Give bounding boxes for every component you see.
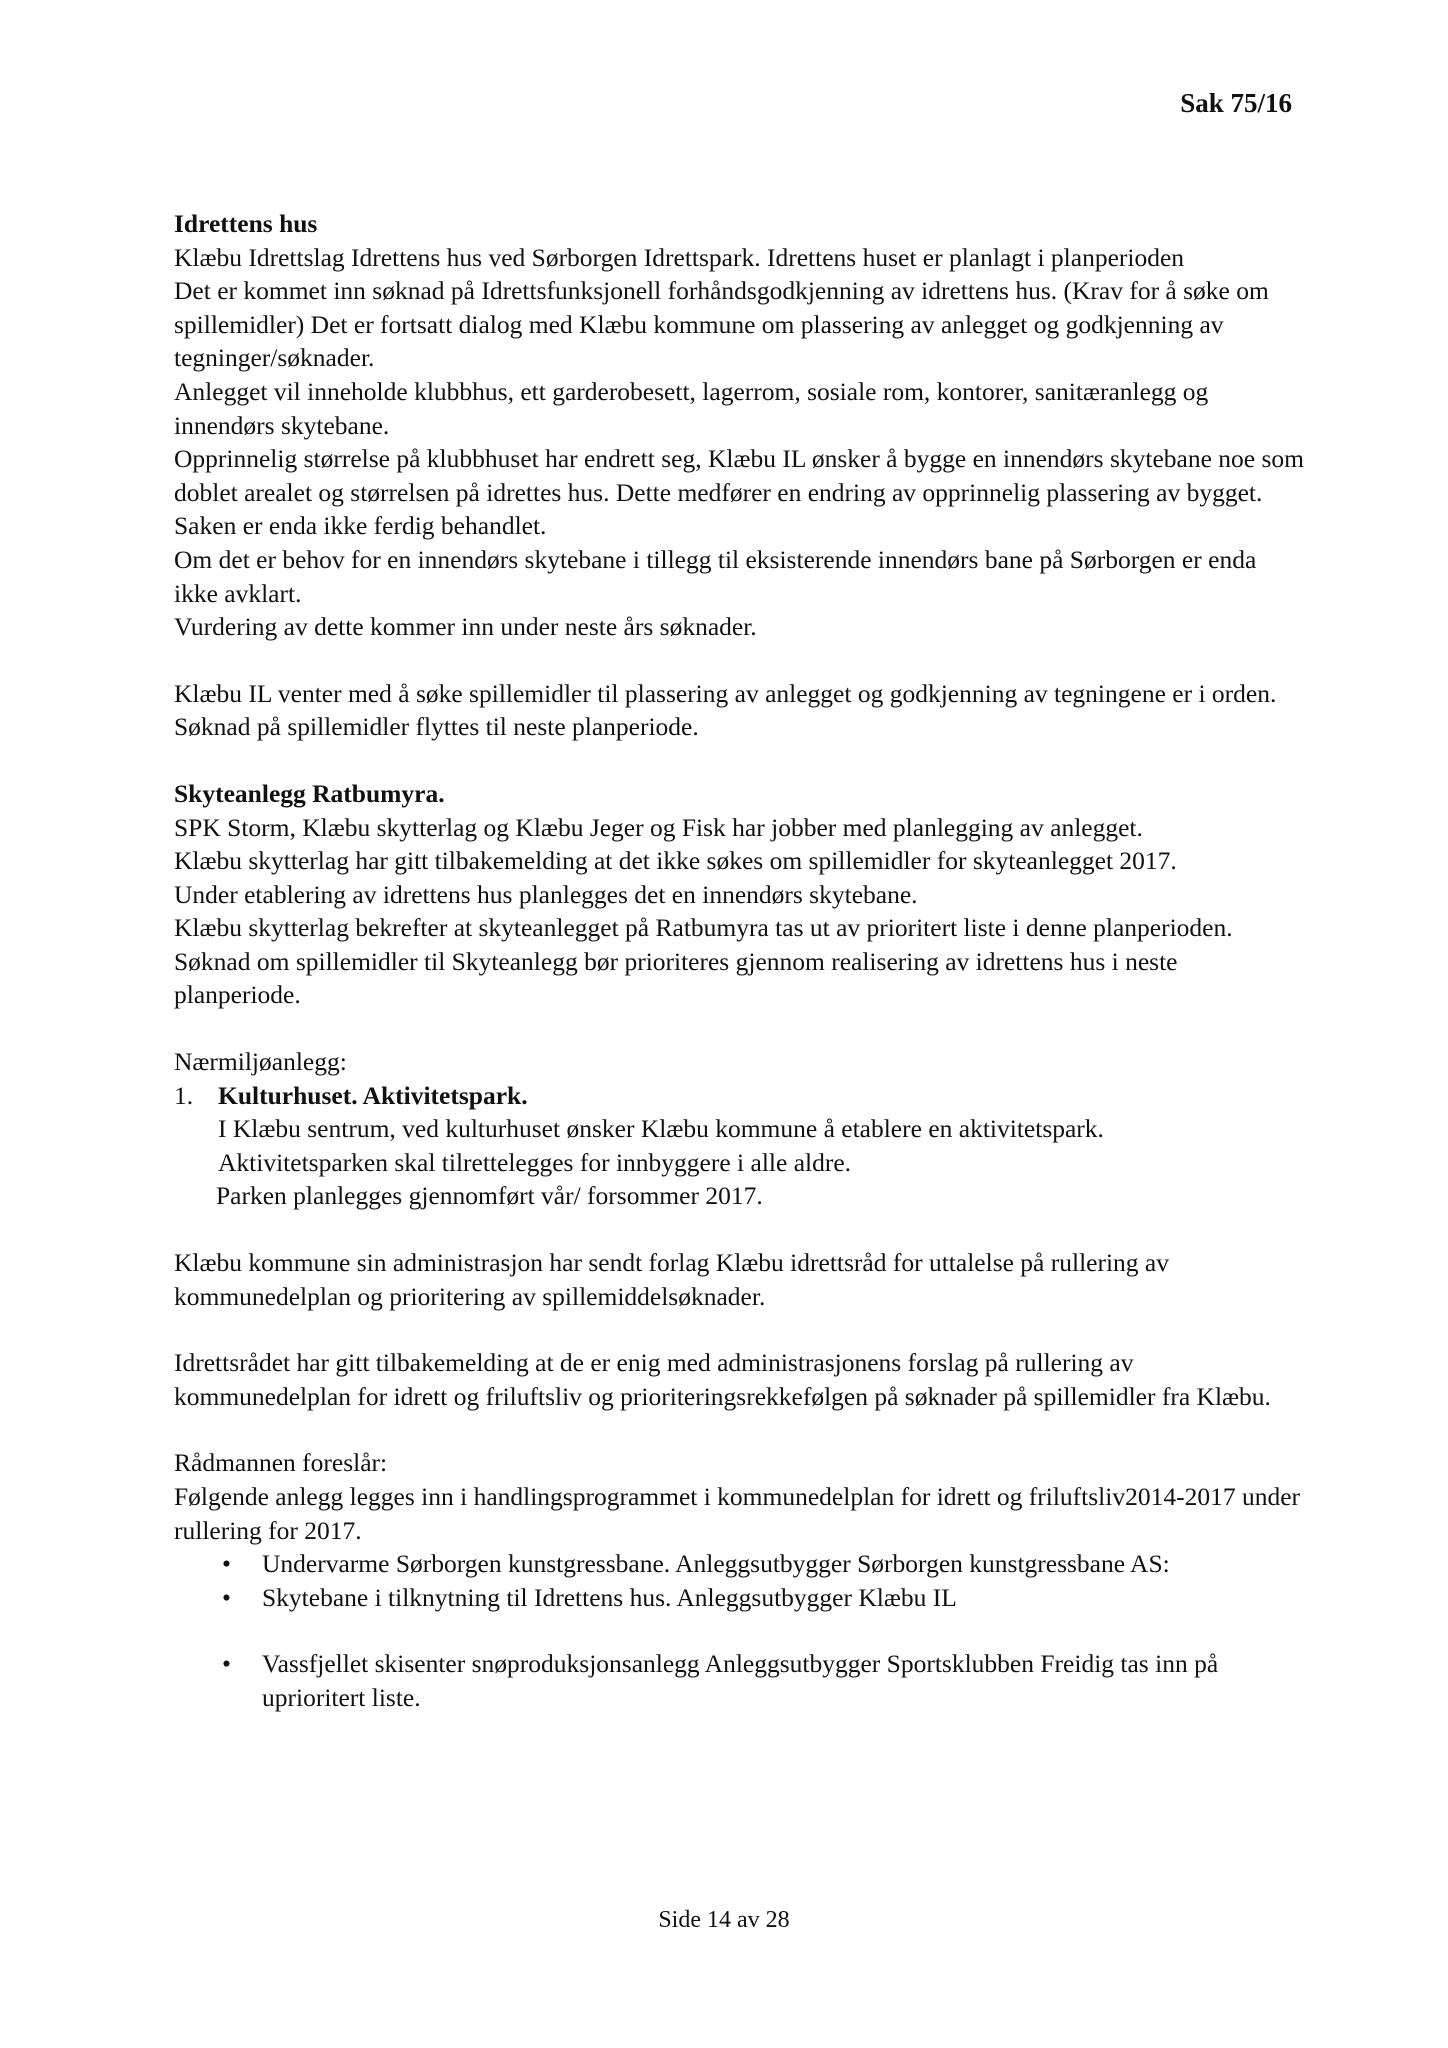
paragraph-intro: Følgende anlegg legges inn i handlingsprogrammet i kommunedelplan for idrett og friluftsliv2014-2017 under rullering for 2017.	[174, 1482, 1301, 1545]
paragraph: Klæbu Idrettslag Idrettens hus ved Sørborgen Idrettspark. Idrettens huset er planlagt i planperioden	[174, 242, 1185, 272]
list-item-text: Undervarme Sørborgen kunstgressbane. Anleggsutbygger Sørborgen kunstgressbane AS:	[262, 1549, 1170, 1579]
paragraph: Klæbu IL venter med å søke spillemidler til plassering av anlegget og godkjenning av tegningene er i orden. Søknad på spillemidler flyttes til neste planperiode.	[174, 678, 1277, 742]
paragraph: SPK Storm, Klæbu skytterlag og Klæbu Jeger og Fisk har jobber med planlegging av anlegget.	[174, 812, 1143, 842]
numbered-item-body	[174, 1112, 1304, 1213]
paragraph: Opprinnelig størrelse på klubbhuset har endrett seg, Klæbu IL ønsker å bygge en innendørs skytebane noe som doblet arealet og størrelsen på idrettes hus. Dette medfører en endring av opprinnelig plassering av bygget. Saken er enda ikke ferdig behandlet.	[174, 444, 1304, 541]
bullet-list	[174, 1547, 1304, 1714]
spacer	[174, 1012, 1304, 1045]
numbered-item	[174, 1079, 1304, 1113]
list-item	[174, 1547, 1304, 1581]
paragraph: Om det er behov for en innendørs skytebane i tillegg til eksisterende innendørs bane på Sørborgen er enda ikke avklart.	[174, 544, 1257, 608]
item-number: 1.	[174, 1080, 194, 1110]
list-item	[174, 1581, 1304, 1615]
paragraph-idrettsradet: Idrettsrådet har gitt tilbakemelding at de er enig med administrasjonens forslag på rullering av kommunedelplan for idrett og friluftsliv og prioriteringsrekkefølgen på søknader på spillemidler fra Klæbu.	[174, 1348, 1271, 1411]
spacer	[174, 1313, 1304, 1346]
paragraph: Anlegget vil inneholde klubbhus, ett garderobesett, lagerrom, sosiale rom, kontorer, sanitæranlegg og innendørs skytebane.	[174, 376, 1209, 440]
document-body	[174, 207, 1304, 1715]
list-item-text: Skytebane i tilknytning til Idrettens hus. Anleggsutbygger Klæbu IL	[262, 1582, 957, 1612]
item-title: Kulturhuset. Aktivitetspark.	[218, 1080, 528, 1110]
paragraph: Klæbu skytterlag har gitt tilbakemelding at det ikke søkes om spillemidler for skyteanlegget 2017.	[174, 846, 1177, 876]
item-line: I Klæbu sentrum, ved kulturhuset ønsker Klæbu kommune å etablere en aktivitetspark.	[218, 1114, 1104, 1144]
item-line: Parken planlegges gjennomført vår/ forsommer 2017.	[216, 1181, 763, 1211]
bullet-icon: •	[222, 1582, 231, 1612]
item-line: Aktivitetsparken skal tilrettelegges for innbyggere i alle aldre.	[218, 1147, 852, 1177]
list-item	[174, 1647, 1304, 1714]
spacer	[174, 744, 1304, 777]
paragraph: Vurdering av dette kommer inn under neste års søknader.	[174, 612, 757, 642]
spacer	[174, 644, 1304, 677]
heading-skyteanlegg: Skyteanlegg Ratbumyra.	[174, 778, 445, 808]
paragraph: Klæbu skytterlag bekrefter at skyteanlegget på Ratbumyra tas ut av prioritert liste i denne planperioden.	[174, 913, 1233, 943]
label-radmannen: Rådmannen foreslår:	[174, 1448, 388, 1478]
paragraph: Det er kommet inn søknad på Idrettsfunksjonell forhåndsgodkjenning av idrettens hus. (Krav for å søke om spillemidler) Det er fortsatt dialog med Klæbu kommune om plassering av anlegget og godkjenning av tegninger/søknader.	[174, 276, 1269, 373]
list-item-text: Vassfjellet skisenter snøproduksjonsanlegg Anleggsutbygger Sportsklubben Freidig tas inn på uprioritert liste.	[262, 1649, 1219, 1712]
bullet-icon: •	[222, 1549, 231, 1579]
heading-idrettens-hus: Idrettens hus	[174, 209, 318, 238]
spacer	[174, 1213, 1304, 1246]
bullet-icon: •	[222, 1649, 231, 1679]
paragraph: Under etablering av idrettens hus planlegges det en innendørs skytebane.	[174, 879, 918, 909]
spacer	[174, 1413, 1304, 1446]
case-number: Sak 75/16	[1180, 88, 1292, 118]
paragraph-administrasjon: Klæbu kommune sin administrasjon har sendt forlag Klæbu idrettsråd for uttalelse på rullering av kommunedelplan og prioritering av spillemiddelsøknader.	[174, 1248, 1169, 1311]
page-number: Side 14 av 28	[658, 1907, 790, 1933]
label-naermiljoanlegg: Nærmiljøanlegg:	[174, 1047, 347, 1077]
paragraph: Søknad om spillemidler til Skyteanlegg bør prioriteres gjennom realisering av idrettens hus i neste planperiode.	[174, 946, 1178, 1010]
